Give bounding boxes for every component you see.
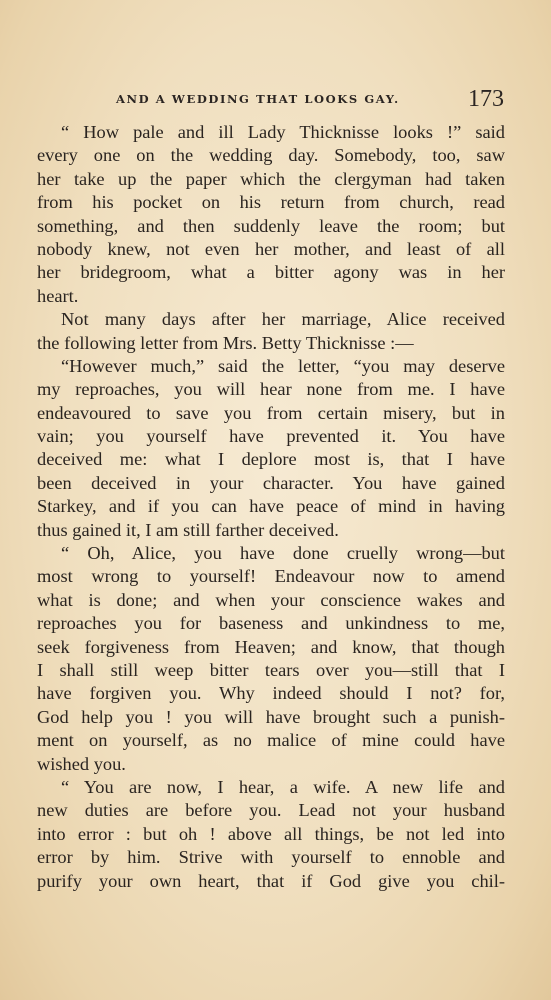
text-line: every one on the wedding day. Somebody, too, saw [37, 145, 505, 166]
text-line: my reproaches, you will hear none from me. I have [37, 379, 505, 400]
page-number: 173 [468, 86, 504, 112]
text-line: God help you ! you will have brought such a punish- [37, 706, 505, 727]
text-line: most wrong to yourself! Endeavour now to amend [37, 566, 505, 587]
text-line: ment on yourself, as no malice of mine could have [37, 730, 505, 751]
text-line: error by him. Strive with yourself to ennoble and [37, 847, 505, 868]
text-line: “ You are now, I hear, a wife. A new life and [61, 776, 505, 797]
body-text [37, 121, 505, 893]
text-line: what is done; and when your conscience wakes and [37, 589, 505, 610]
text-line: deceived me: what I deplore most is, that I have [37, 449, 505, 470]
text-line: something, and then suddenly leave the room; but [37, 215, 505, 236]
text-line: vain; you yourself have prevented it. You have [37, 426, 505, 447]
text-line: heart. [37, 285, 79, 306]
text-line: her take up the paper which the clergyman had taken [37, 168, 505, 189]
page-header [0, 86, 551, 112]
text-line: been deceived in your character. You have gained [37, 472, 505, 493]
text-line: I shall still weep bitter tears over you—still that I [37, 659, 505, 680]
text-line: new duties are before you. Lead not your husband [37, 800, 505, 821]
text-line: the following letter from Mrs. Betty Thicknisse :— [37, 332, 414, 353]
text-line: “ Oh, Alice, you have done cruelly wrong—but [61, 543, 505, 564]
text-line: nobody knew, not even her mother, and least of all [37, 238, 505, 259]
text-line: her bridegroom, what a bitter agony was in her [37, 262, 505, 283]
text-line: endeavoured to save you from certain misery, but in [37, 402, 505, 423]
text-line: “ How pale and ill Lady Thicknisse looks !” said [61, 122, 505, 142]
text-line: Starkey, and if you can have peace of mind in having [37, 496, 505, 517]
running-head: AND A WEDDING THAT LOOKS GAY. [116, 92, 400, 106]
text-line: thus gained it, I am still farther deceived. [37, 519, 339, 540]
text-line: seek forgiveness from Heaven; and know, that though [37, 636, 505, 657]
text-line: Not many days after her marriage, Alice received [61, 309, 505, 330]
text-line: into error : but oh ! above all things, be not led into [37, 823, 505, 844]
text-line: have forgiven you. Why indeed should I not? for, [37, 683, 505, 704]
text-line: “However much,” said the letter, “you may deserve [61, 355, 505, 376]
text-line: reproaches you for baseness and unkindness to me, [37, 613, 505, 634]
text-line: wished you. [37, 753, 126, 774]
text-line: from his pocket on his return from church, read [37, 192, 505, 213]
text-line: purify your own heart, that if God give you chil- [37, 870, 505, 891]
